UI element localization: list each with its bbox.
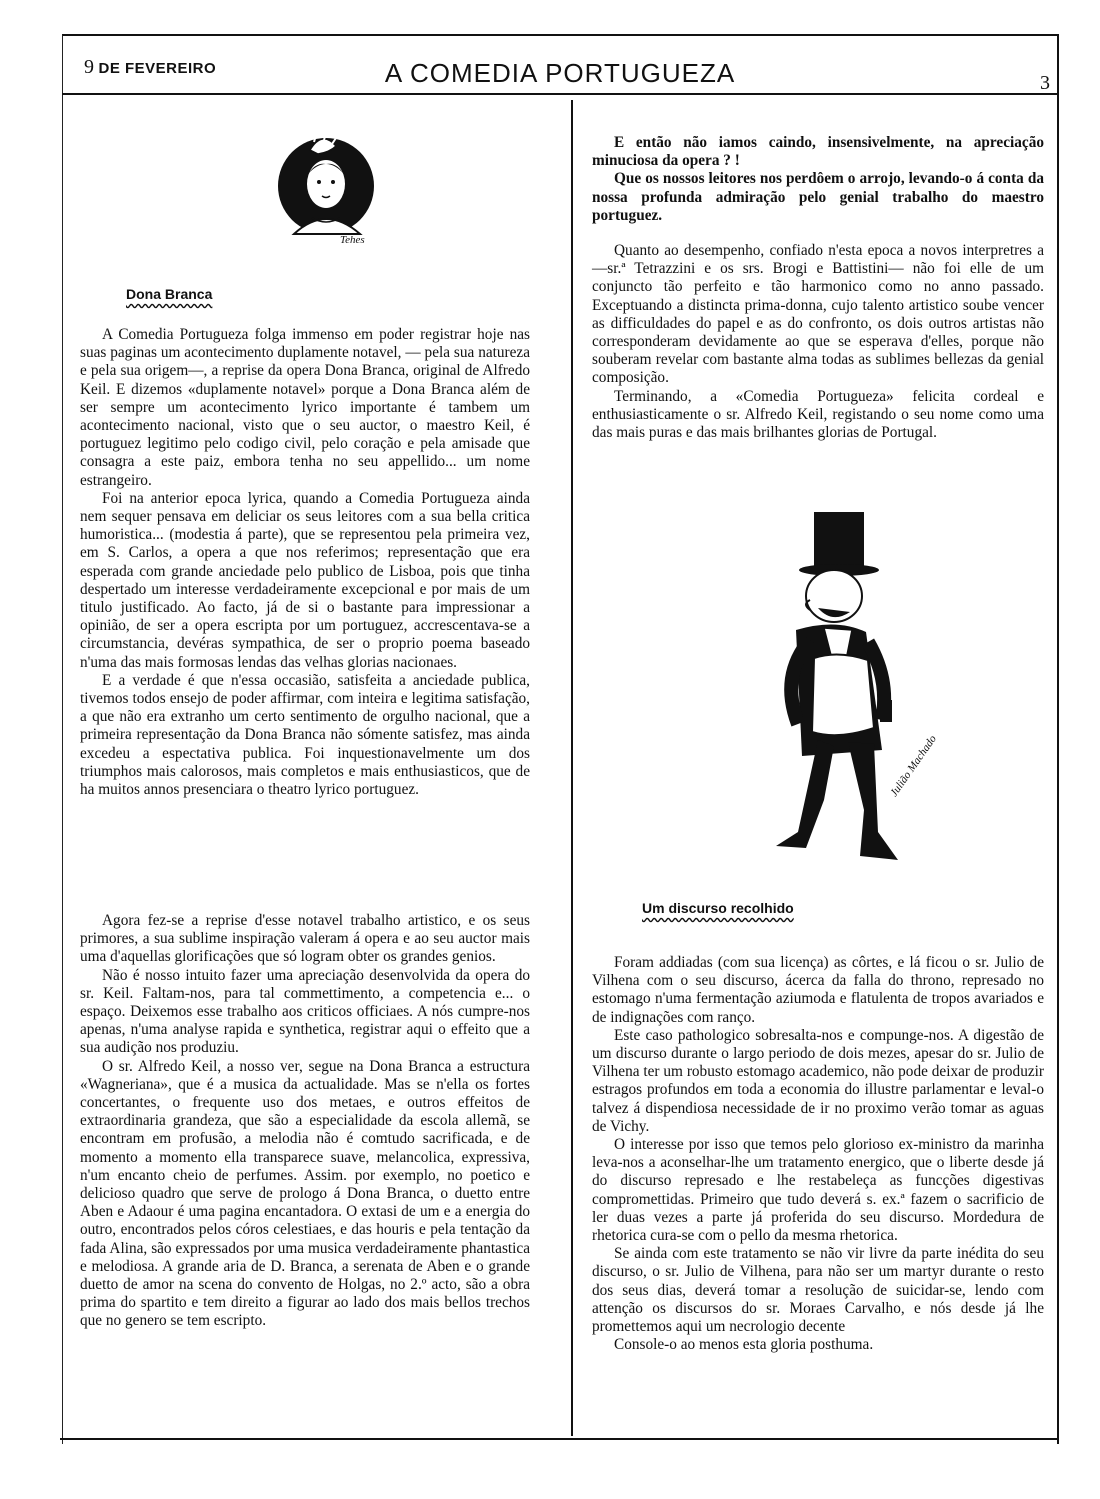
- paragraph: Terminando, a «Comedia Portugueza» felicita cordeal e enthusiasticamente o sr. Alfredo Keil, registando o seu nome como uma das mais puras e das mais brilhantes glorias de Portugal.: [592, 387, 1044, 442]
- paragraph: Este caso pathologico sobresalta-nos e compunge-nos. A digestão de um discurso durante o largo periodo de dois mezes, apesar do sr. Julio de Vilhena ter um robusto estomago academico, não pode deixar de produzir estragos profundos em toda a economia do illustre parlamentar e leval-o talvez á dispendiosa necessidade de ir no proximo verão tomar as aguas de Vichy.: [592, 1026, 1044, 1135]
- masthead-title: A COMEDIA PORTUGUEZA: [384, 58, 736, 88]
- header-rule: [62, 93, 1058, 95]
- paragraph: E a verdade é que n'essa occasião, satisfeita a anciedade publica, tivemos todos ensejo de poder affirmar, com inteira e legitima satisfação, a que não era extranho um certo sentimento de orgulho nacional, que a primeira representação da Dona Branca não sómente satisfez, mas ainda excedeu a espectativa publica. Foi inquestionavelmente um dos triumphos mais calorosos, mais completos e mais enthusiasticos, que de ha muitos annos presenciara o theatro lyrico portuguez.: [80, 671, 530, 799]
- bottom-rule: [60, 1438, 1058, 1440]
- paragraph: Se ainda com este tratamento se não vir livre da parte inédita do seu discurso, o sr. Julio de Vilhena, para não ser um martyr durante o resto dos seus dias, deverá tomar a resolução de suicidar-se, lendo com attenção os discursos do sr. Moraes Carvalho, e nós desde já lhe promettemos aqui um necrologio decente: [592, 1245, 1044, 1336]
- header-date: [84, 56, 216, 79]
- paragraph: A Comedia Portugueza folga immenso em poder registrar hoje nas suas paginas um acontecimento duplamente notavel, — pela sua natureza e pela sua origem—, a reprise da opera Dona Branca, original de Alfredo Keil. E dizemos «duplamente notavel» porque a Dona Branca além de ser sempre um acontecimento lyrico importante é tambem um acontecimento nacional, visto que o seu auctor, o maestro Keil, é portuguez legitimo pelo codigo civil, pelo coração e pela amisade que consagra a este paiz, embora tenha no seu appellido... um nome estrangeiro.: [80, 326, 530, 489]
- portrait-vignette: [274, 122, 384, 252]
- article-review: [592, 242, 1044, 442]
- section-title-dona-branca: Dona Branca: [126, 286, 213, 302]
- paragraph: Agora fez-se a reprise d'esse notavel trabalho artistico, e os seus primores, a sua sublime inspiração valeram á opera e ao seu auctor mais uma d'aquellas glorificações que só logram obter os grandes genios.: [80, 912, 530, 966]
- paragraph: Não é nosso intuito fazer uma apreciação desenvolvida da opera do sr. Keil. Faltam-nos, para tal commettimento, a competencia e... o espaço. Deixemos esse trabalho aos criticos officiaes. A nós cumpre-nos apenas, n'uma analyse rapida e synthetica, registrar aqui o effeito que a sua audição nos produziu.: [80, 966, 530, 1057]
- article-continuation: [592, 134, 1044, 225]
- caricature-signature: Julião Machado: [888, 733, 940, 799]
- article-dona-branca-part1: [80, 326, 530, 799]
- paragraph: Que os nossos leitores nos perdôem o arrojo, levando-o á conta da nossa profunda admiração pelo genial trabalho do maestro portuguez.: [592, 170, 1044, 224]
- paragraph: Foi na anterior epoca lyrica, quando a Comedia Portugueza ainda nem sequer pensava em deliciar os seus leitores com a sua bella critica humoristica... (modestia á parte), que se representou pela primeira vez, em S. Carlos, a opera a que nos referimos; representação que era esperada com grande anciedade pelo publico de Lisboa, pois que tinha despertado um interesse verdadeiramente excepcional e por mais de um titulo justificado. Ao facto, já de si o bastante para impressionar a opinião, de ser a opera escripta por um portuguez, accrescentava-se a circumstancia, devéras sympathica, de ser o proprio poema baseado n'uma das mais formosas lendas das velhas glorias nacionaes.: [80, 489, 530, 671]
- page-number: 3: [1040, 72, 1050, 94]
- column-divider: [571, 100, 573, 1436]
- paragraph: E então não iamos caindo, insensivelmente, na apreciação minuciosa da opera ? !: [592, 134, 1044, 170]
- portrait-signature: Tehes: [340, 234, 365, 246]
- date-number: 9: [84, 56, 95, 78]
- paragraph: Foram addiadas (com sua licença) as côrtes, e lá ficou o sr. Julio de Vilhena com o seu discurso, ácerca da falla do throno, represado no estomago n'uma fermentação aziumoda e flatulenta de tropos avariados e de indignações com ranço.: [592, 954, 1044, 1026]
- paragraph: Quanto ao desempenho, confiado n'esta epoca a novos interpretres a—sr.ª Tetrazzini e os srs. Brogi e Battistini— não foi elle de um conjuncto tão perfeito e tão harmonico como no anno passado. Exceptuando a distincta prima-donna, cujo talento artistico soube vencer as difficuldades do papel e as do confronto, os dois outros artistas não corresponderam devidamente ao que se esperava d'elles, porque não souberam revelar com bastante alma todas as sublimes bellezas da genial composição.: [592, 242, 1044, 387]
- date-text: DE FEVEREIRO: [98, 60, 217, 77]
- paragraph: Console-o ao menos esta gloria posthuma.: [614, 1336, 874, 1354]
- paragraph: O interesse por isso que temos pelo glorioso ex-ministro da marinha leva-nos a aconselhar-lhe um tratamento energico, que o liberte desde já do discurso represado e lhe restabeleça as funcções digestivas compromettidas. Primeiro que tudo deverá s. ex.ª fazem o sacrificio de ler duas vezes a parte já proferida do seu discurso. Mordedura de rhetorica cura-se com o pello da mesma rhetorica.: [592, 1136, 1044, 1245]
- article-dona-branca-part2: [80, 912, 530, 1331]
- paragraph: O sr. Alfredo Keil, a nosso ver, segue na Dona Branca a estructura «Wagneriana», que é a musica da actualidade. Mas se n'ella os fortes concertantes, o frequente uso dos metaes, e outros effeitos de extraordinaria grandeza, que são a especialidade da escola allemã, se encontram em profusão, a melodia não é comtudo sacrificada, e de momento a momento ella transparece suave, melancolica, expressiva, n'um encanto cheio de perfumes. Assim. por exemplo, no poetico e delicioso quadro que serve de prologo á Dona Branca, o duetto entre Aben e Adaour é uma pagina encantadora. O extasi de um e a energia do outro, encontrados pelos córos celestiaes, e das houris e pela tentação da fada Alina, são expressados por uma musica verdadeiramente phantastica e melodiosa. A grande aria de D. Branca, a serenata de Aben e o grande duetto de amor na scena do convento de Holgas, no 2.º acto, são a obra prima do spartito e tem direito a figurar ao lado dos mais bellos trechos que no genero se tem escripto.: [80, 1057, 530, 1330]
- article-discurso: [592, 954, 1044, 1354]
- section-title-discurso: Um discurso recolhido: [642, 900, 794, 916]
- caricature-illustration: [740, 500, 980, 880]
